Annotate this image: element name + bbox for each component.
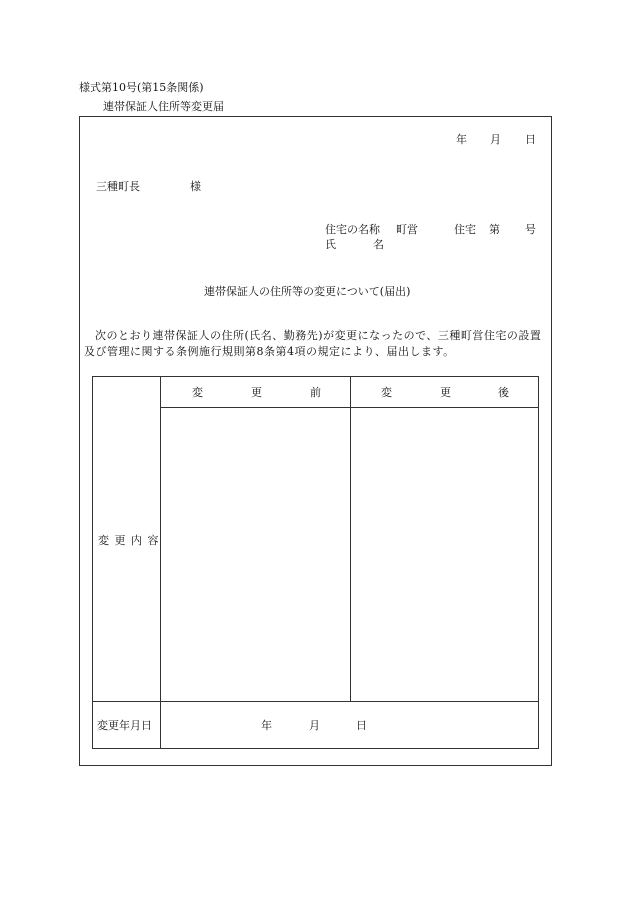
body-text-line-2: 及び管理に関する条例施行規則第8条第4項の規定により、届出します。 xyxy=(84,345,455,358)
change-date-month-label: 月 xyxy=(309,719,320,732)
housing-number-prefix: 第 xyxy=(489,223,500,236)
form-number: 様式第10号(第15条関係) xyxy=(79,81,204,94)
after-header-char-1: 変 xyxy=(381,386,392,399)
change-date-day-label: 日 xyxy=(356,719,367,732)
notice-heading: 連帯保証人の住所等の変更について(届出) xyxy=(204,285,411,298)
change-date-label: 変更年月日 xyxy=(97,719,152,732)
before-header-char-1: 変 xyxy=(192,386,203,399)
body-text-line-1: 次のとおり連帯保証人の住所(氏名、勤務先)が変更になったので、三種町営住宅の設置 xyxy=(95,329,542,342)
after-header-char-3: 後 xyxy=(498,386,509,399)
recipient-honorific: 様 xyxy=(190,180,201,193)
recipient-name: 三種町長 xyxy=(96,180,140,193)
after-header-char-2: 更 xyxy=(440,386,451,399)
date-year-label: 年 xyxy=(456,133,467,146)
before-content-cell[interactable] xyxy=(161,408,350,701)
housing-town-label: 町営 xyxy=(396,223,418,236)
date-day-label: 日 xyxy=(525,133,536,146)
change-date-year-label: 年 xyxy=(261,719,272,732)
after-content-cell[interactable] xyxy=(351,408,538,701)
before-header-char-3: 前 xyxy=(310,386,321,399)
housing-word-label: 住宅 xyxy=(454,223,476,236)
change-contents-label: 変 更 内 容 xyxy=(98,534,160,547)
date-month-label: 月 xyxy=(490,133,501,146)
table-date-row-divider xyxy=(92,701,539,702)
housing-name-label: 住宅の名称 xyxy=(325,223,380,236)
applicant-name-label-2: 名 xyxy=(373,238,384,251)
form-title: 連帯保証人住所等変更届 xyxy=(103,100,224,113)
housing-number-suffix: 号 xyxy=(525,223,536,236)
applicant-name-label-1: 氏 xyxy=(325,238,336,251)
before-header-char-2: 更 xyxy=(251,386,262,399)
